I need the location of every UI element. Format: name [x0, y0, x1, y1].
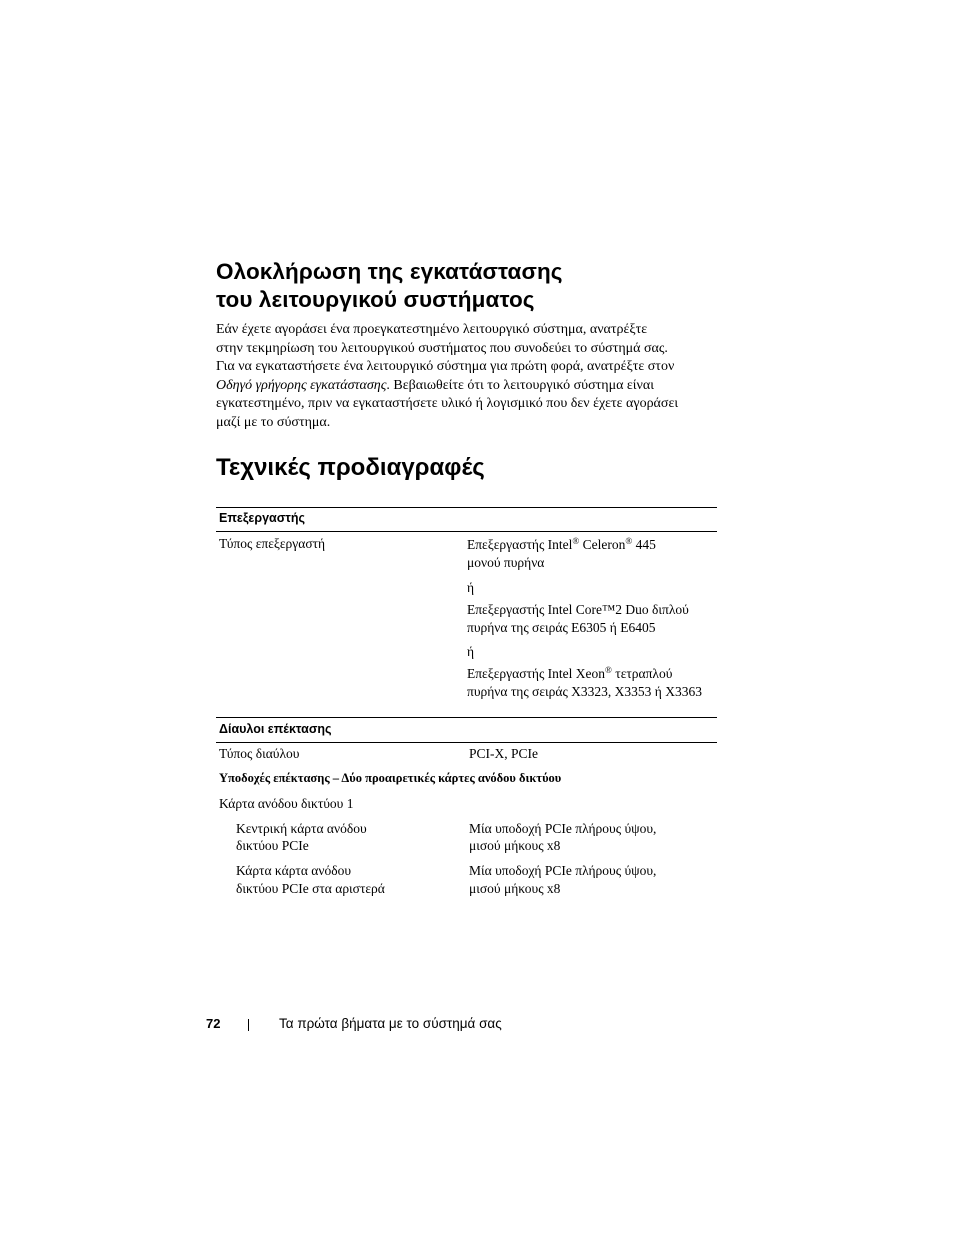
intro-line-5: εγκατεστημένο, πριν να εγκαταστήσετε υλικό ή λογισμικό που δεν έχετε αγοράσει [216, 396, 679, 412]
specifications-heading: Τεχνικές προδιαγραφές [216, 454, 485, 481]
processor-option-core2duo-line2: πυρήνα της σειράς E6305 ή E6405 [467, 620, 656, 635]
celeron-text-b: Celeron [579, 537, 626, 552]
processor-type-label: Τύπος επεξεργαστή [219, 536, 326, 551]
registered-mark: ® [605, 665, 612, 675]
processor-section-title: Επεξεργαστής [219, 511, 305, 525]
xeon-text-a: Επεξεργαστής Intel Xeon [467, 666, 606, 681]
intro-line-1: Εάν έχετε αγοράσει ένα προεγκατεστημένο λειτουργικό σύστημα, ανατρέξτε [216, 322, 648, 337]
processor-or-2: ή [467, 644, 475, 659]
footer-chapter-title: Τα πρώτα βήματα με το σύστημά σας [279, 1016, 502, 1031]
section-heading-line-1: Ολοκλήρωση της εγκατάστασης [216, 259, 563, 284]
bus-type-value: PCI-X, PCIe [469, 746, 539, 761]
expansion-header-rule [216, 742, 717, 743]
expansion-section-title: Δίαυλοι επέκτασης [219, 722, 332, 736]
table-top-rule [216, 507, 717, 508]
page-number: 72 [206, 1016, 221, 1031]
footer-separator [248, 1019, 249, 1031]
section-heading-line-2: του λειτουργικού συστήματος [216, 287, 535, 312]
processor-or-1: ή [467, 580, 475, 595]
quick-install-guide-title: Οδηγό γρήγορης εγκατάστασης [216, 377, 387, 393]
intro-line-4 [216, 377, 736, 396]
riser-card-label: Κάρτα ανόδου δικτύου 1 [219, 796, 354, 811]
center-riser-value-line2: μισού μήκους x8 [469, 838, 561, 853]
intro-paragraph [216, 321, 736, 433]
left-riser-value: Μία υποδοχή PCIe πλήρους ύψου, [469, 863, 657, 878]
bus-type-label: Τύπος διαύλου [219, 746, 300, 761]
processor-option-celeron-line2: μονού πυρήνα [467, 555, 545, 570]
expansion-slots-heading: Υποδοχές επέκτασης – Δύο προαιρετικές κάρτες ανόδου δικτύου [219, 771, 562, 785]
left-riser-label: Κάρτα κάρτα ανόδου [236, 863, 352, 878]
center-riser-label-line2: δικτύου PCIe [236, 838, 309, 853]
processor-header-rule [216, 531, 717, 532]
intro-line-2: στην τεκμηρίωση του λειτουργικού συστήματος που συνοδεύει το σύστημά σας. [216, 340, 668, 356]
celeron-text-c: 445 [632, 537, 656, 552]
processor-option-core2duo: Επεξεργαστής Intel Core™2 Duo διπλού [467, 602, 689, 617]
celeron-text-a: Επεξεργαστής Intel [467, 537, 573, 552]
registered-mark: ® [572, 536, 580, 546]
left-riser-label-line2: δικτύου PCIe στα αριστερά [236, 881, 385, 896]
center-riser-value: Μία υποδοχή PCIe πλήρους ύψου, [469, 821, 657, 836]
intro-line-4-rest: . Βεβαιωθείτε ότι το λειτουργικό σύστημα είναι [386, 377, 654, 393]
processor-option-xeon-line2: πυρήνα της σειράς X3323, X3353 ή X3363 [467, 684, 702, 699]
expansion-top-rule [216, 717, 717, 718]
intro-line-3: Για να εγκαταστήσετε ένα λειτουργικό σύστημα για πρώτη φορά, ανατρέξτε στον [216, 359, 675, 375]
processor-option-celeron [467, 536, 656, 554]
center-riser-label: Κεντρική κάρτα ανόδου [236, 821, 367, 836]
intro-line-6: μαζί με το σύστημα. [216, 414, 331, 430]
registered-mark: ® [625, 536, 633, 546]
left-riser-value-line2: μισού μήκους x8 [469, 881, 561, 896]
processor-option-xeon [467, 665, 672, 683]
xeon-text-b: τετραπλού [611, 666, 673, 681]
